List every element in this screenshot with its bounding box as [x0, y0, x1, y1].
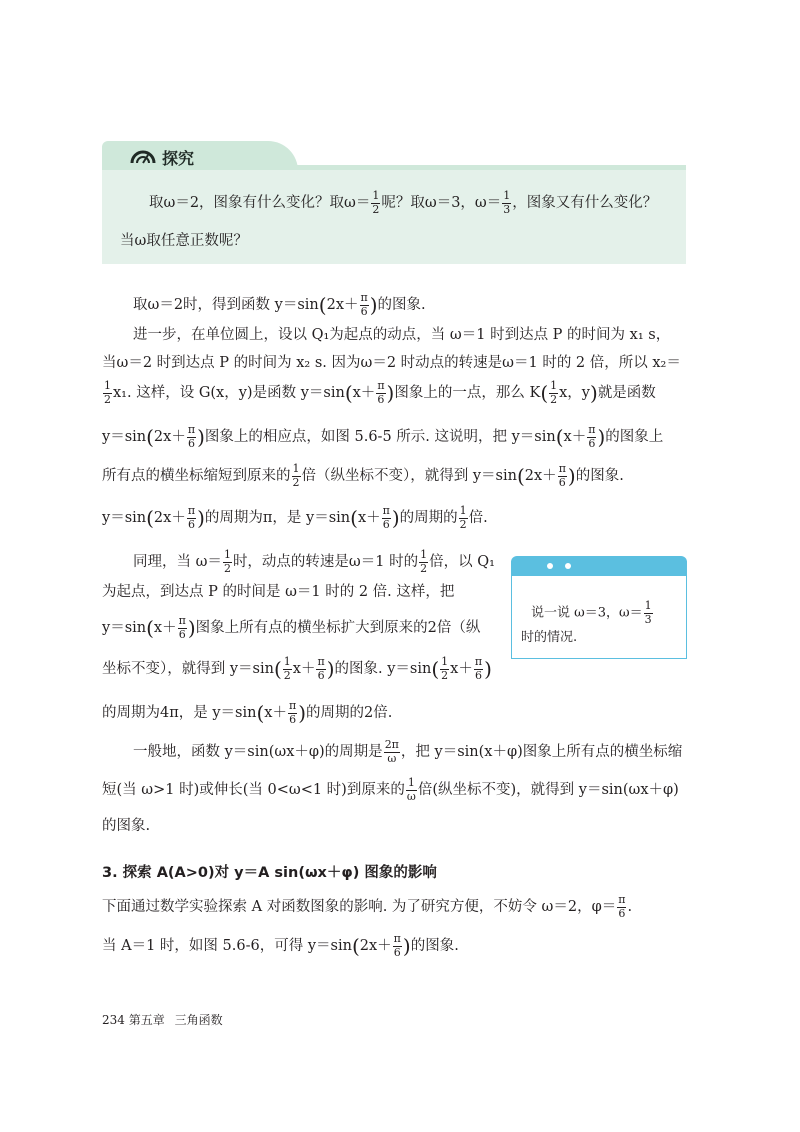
explore-question-line2: 当ω取任意正数呢？ — [120, 233, 248, 249]
para3-line1: 同理，当 ω＝ $\frac{1}{2}$ 时，动点的转速是ω＝1 时的 $\frac{1}{2}$ 倍，以 Q₁ — [133, 548, 495, 575]
para2-line3: $\frac{1}{2}$ x₁. 这样，设 G(x，y)是函数 y＝sin(x＋ $\frac{\pi}{6}$ )图象上的一点，那么 K( $\frac{1}{2}$ x，y)就是函数 — [104, 379, 656, 406]
para4-line1: 一般地，函数 y＝sin(ωx＋φ)的周期是 $\frac{2\pi}{\omega}$ ，把 y＝sin(x＋φ)图象上所有点的横坐标缩 — [133, 738, 683, 765]
note-dot — [565, 563, 571, 569]
para3-line3: y＝sin(x＋ $\frac{\pi}{6}$ )图象上所有点的横坐标扩大到原来的2倍（纵 — [102, 614, 481, 641]
para5-line1: 下面通过数学实验探索 A 对函数图象的影响. 为了研究方便，不妨令 ω＝2，φ＝ $\frac{\pi}{6}$ . — [102, 893, 633, 920]
section-heading: 3. 探索 A(A>0)对 y＝A sin(ωx＋φ) 图象的影响 — [102, 865, 437, 881]
para3-line4: 坐标不变），就得到 y＝sin( $\frac{1}{2}$ x＋ $\frac{\pi}{6}$ )的图象. y＝sin( $\frac{1}{2}$ x＋ $\frac{\pi}{6}$ ) — [102, 655, 492, 682]
para1: 取ω＝2时，得到函数 y＝sin(2x＋ $\frac{\pi}{6}$ )的图象. — [133, 291, 426, 318]
chapter-title: 三角函数 — [174, 1013, 223, 1027]
para4-line3: 的图象. — [102, 818, 151, 834]
chapter-label: 第五章 — [128, 1013, 165, 1027]
note-header — [511, 556, 687, 576]
page-number: 234 — [102, 1013, 125, 1027]
explore-title: 探究 — [162, 149, 195, 168]
para3-line5: 的周期为4π，是 y＝sin(x＋ $\frac{\pi}{6}$ )的周期的2倍. — [102, 699, 393, 726]
note-line2: 时的情况. — [521, 630, 578, 645]
note-line1: 说一说 ω＝3，ω＝ $\frac{1}{3}$ — [531, 599, 652, 626]
page-footer — [102, 1011, 223, 1028]
para3-line2: 为起点，到达点 P 的时间是 ω＝1 时的 2 倍. 这样，把 — [102, 584, 455, 600]
para4-line2: 短(当 ω>1 时)或伸长(当 0<ω<1 时)到原来的 $\frac{1}{\omega}$ 倍(纵坐标不变)，就得到 y＝sin(ωx＋φ) — [102, 776, 679, 803]
explore-box — [102, 170, 686, 264]
para2-line6: y＝sin(2x＋ $\frac{\pi}{6}$ )的周期为π，是 y＝sin(x＋ $\frac{\pi}{6}$ )的周期的 $\frac{1}{2}$ 倍. — [102, 504, 488, 531]
para2-line1: 进一步，在单位圆上，设以 Q₁为起点的动点，当 ω＝1 时到达点 P 的时间为 x₁ s， — [133, 327, 671, 343]
para2-line4: y＝sin(2x＋ $\frac{\pi}{6}$ )图象上的相应点，如图 5.6-5 所示. 这说明，把 y＝sin(x＋ $\frac{\pi}{6}$ )的图象上 — [102, 423, 664, 450]
para5-line2: 当 A＝1 时，如图 5.6-6，可得 y＝sin(2x＋ $\frac{\pi}{6}$ )的图象. — [102, 932, 459, 959]
note-dot — [547, 563, 553, 569]
para2-line2: 当ω＝2 时到达点 P 的时间为 x₂ s. 因为ω＝2 时动点的转速是ω＝1 时的 2 倍，所以 x₂＝ — [102, 355, 681, 371]
explore-question-line1: 取ω＝2，图象有什么变化？取ω＝ $\frac{1}{2}$ 呢？取ω＝3，ω＝ $\frac{1}{3}$ ，图象又有什么变化？ — [149, 189, 658, 216]
explore-icon — [130, 147, 156, 165]
para2-line5: 所有点的横坐标缩短到原来的 $\frac{1}{2}$ 倍（纵坐标不变），就得到 y＝sin(2x＋ $\frac{\pi}{6}$ )的图象. — [102, 462, 624, 489]
